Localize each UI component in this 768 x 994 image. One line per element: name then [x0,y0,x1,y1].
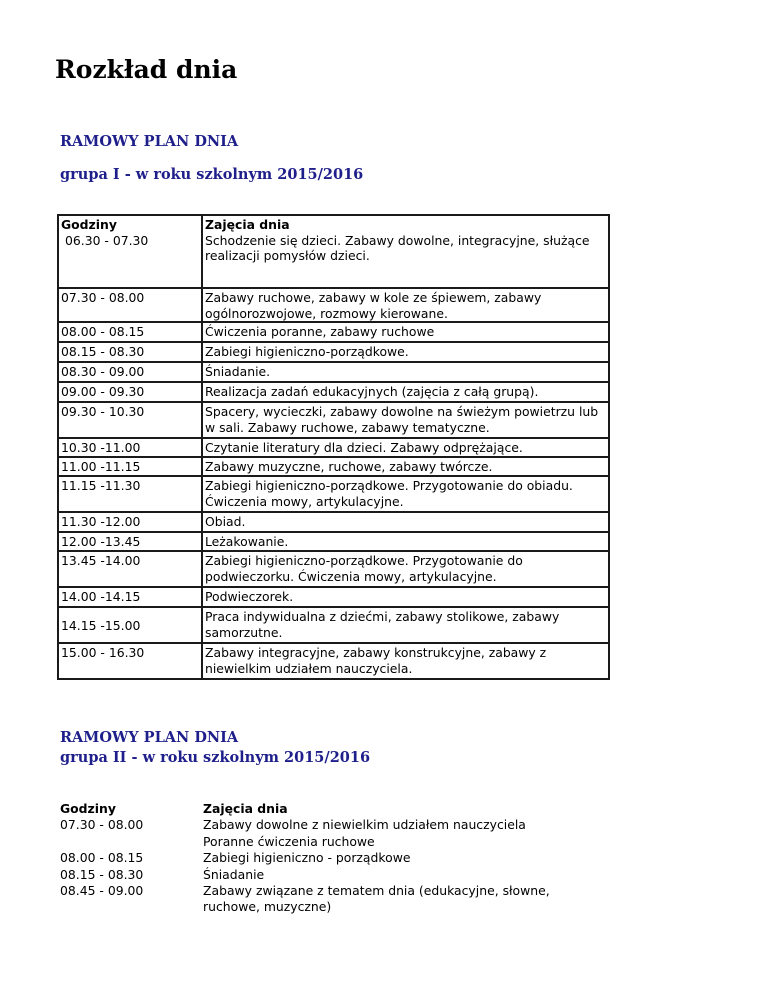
activity-cell: Spacery, wycieczki, zabawy dowolne na świeżym powietrzu lub w sali. Zabawy ruchowe, zabawy tematyczne. [202,402,609,438]
table-row [60,817,620,850]
table-row [60,850,620,866]
table-row [58,215,609,288]
table-row [58,457,609,476]
group1-schedule-table [57,214,610,680]
activity-cell: Czytanie literatury dla dzieci. Zabawy odprężające. [202,438,609,457]
table-row [58,288,609,322]
table-row [58,551,609,587]
table-row [58,438,609,457]
group2-schedule-table [60,801,620,916]
activity-cell: Ćwiczenia poranne, zabawy ruchowe [202,322,609,342]
time-cell: 13.45 -14.00 [58,551,202,587]
table-cell [202,215,609,288]
table-header-row [60,801,620,817]
table-row [58,512,609,532]
table-row [58,532,609,551]
time-cell: 14.00 -14.15 [58,587,202,607]
time-cell: 08.00 - 08.15 [58,322,202,342]
group1-subheading: grupa I - w roku szkolnym 2015/2016 [60,166,364,183]
activity-cell: Leżakowanie. [202,532,609,551]
table-row [60,867,620,883]
time-cell: 14.15 -15.00 [58,607,202,643]
time-cell: 09.30 - 10.30 [58,402,202,438]
time-cell: 09.00 - 09.30 [58,382,202,402]
time-cell: 07.30 - 08.00 [58,288,202,322]
time-cell: 12.00 -13.45 [58,532,202,551]
column-header-activity: Zajęcia dnia [203,801,288,816]
column-header-activity: Zajęcia dnia [205,217,290,232]
time-cell: 10.30 -11.00 [58,438,202,457]
table-row [58,362,609,382]
activity-cell: Zabawy ruchowe, zabawy w kole ze śpiewem, zabawy ogólnorozwojowe, rozmowy kierowane. [202,288,609,322]
activity-cell: Zabiegi higieniczno-porządkowe. Przygotowanie do podwieczorku. Ćwiczenia mowy, artykulacyjne. [202,551,609,587]
activity-cell: Zabawy integracyjne, zabawy konstrukcyjne, zabawy z niewielkim udziałem nauczyciela. [202,643,609,679]
column-header-time: Godziny [60,801,116,816]
time-cell: 07.30 - 08.00 [60,817,144,833]
column-header-time: Godziny [61,217,117,232]
time-cell: 06.30 - 07.30 [65,232,149,248]
activity-cell: Realizacja zadań edukacyjnych (zajęcia z całą grupą). [202,382,609,402]
activity-cell: Zabiegi higieniczno - porządkowe [203,850,411,866]
activity-cell: Śniadanie. [202,362,609,382]
activity-cell: Śniadanie [203,866,265,882]
group1-heading: RAMOWY PLAN DNIA [60,133,239,150]
time-cell: 08.00 - 08.15 [60,850,144,866]
table-row [58,476,609,512]
table-row [58,402,609,438]
time-cell: 11.30 -12.00 [58,512,202,532]
activity-cell: Praca indywidualna z dziećmi, zabawy stolikowe, zabawy samorzutne. [202,607,609,643]
activity-cell: Podwieczorek. [202,587,609,607]
table-row [58,643,609,679]
time-cell: 11.00 -11.15 [58,457,202,476]
group2-heading: RAMOWY PLAN DNIA [60,729,239,746]
page-title: Rozkład dnia [55,55,238,84]
time-cell: 08.15 - 08.30 [60,866,144,882]
activity-line: Zabawy dowolne z niewielkim udziałem nauczyciela [203,817,526,833]
table-row [58,382,609,402]
activity-line: Poranne ćwiczenia ruchowe [203,833,375,849]
activity-cell: Zabawy muzyczne, ruchowe, zabawy twórcze. [202,457,609,476]
time-cell: 08.30 - 09.00 [58,362,202,382]
activity-cell [203,817,620,850]
table-row [58,607,609,643]
table-row [58,587,609,607]
time-cell: 11.15 -11.30 [58,476,202,512]
group2-subheading: grupa II - w roku szkolnym 2015/2016 [60,749,371,766]
activity-cell: Zabiegi higieniczno-porządkowe. [202,342,609,362]
table-row [60,883,620,916]
table-row [58,342,609,362]
activity-cell: Zabawy związane z tematem dnia (edukacyjne, słowne, ruchowe, muzyczne) [203,883,550,915]
table-cell [58,215,202,288]
time-cell: 08.45 - 09.00 [60,883,144,899]
activity-cell: Schodzenie się dzieci. Zabawy dowolne, integracyjne, służące realizacji pomysłów dzieci. [205,232,590,263]
activity-cell: Obiad. [202,512,609,532]
activity-cell: Zabiegi higieniczno-porządkowe. Przygotowanie do obiadu. Ćwiczenia mowy, artykulacyjne. [202,476,609,512]
time-cell: 15.00 - 16.30 [58,643,202,679]
time-cell: 08.15 - 08.30 [58,342,202,362]
table-row [58,322,609,342]
